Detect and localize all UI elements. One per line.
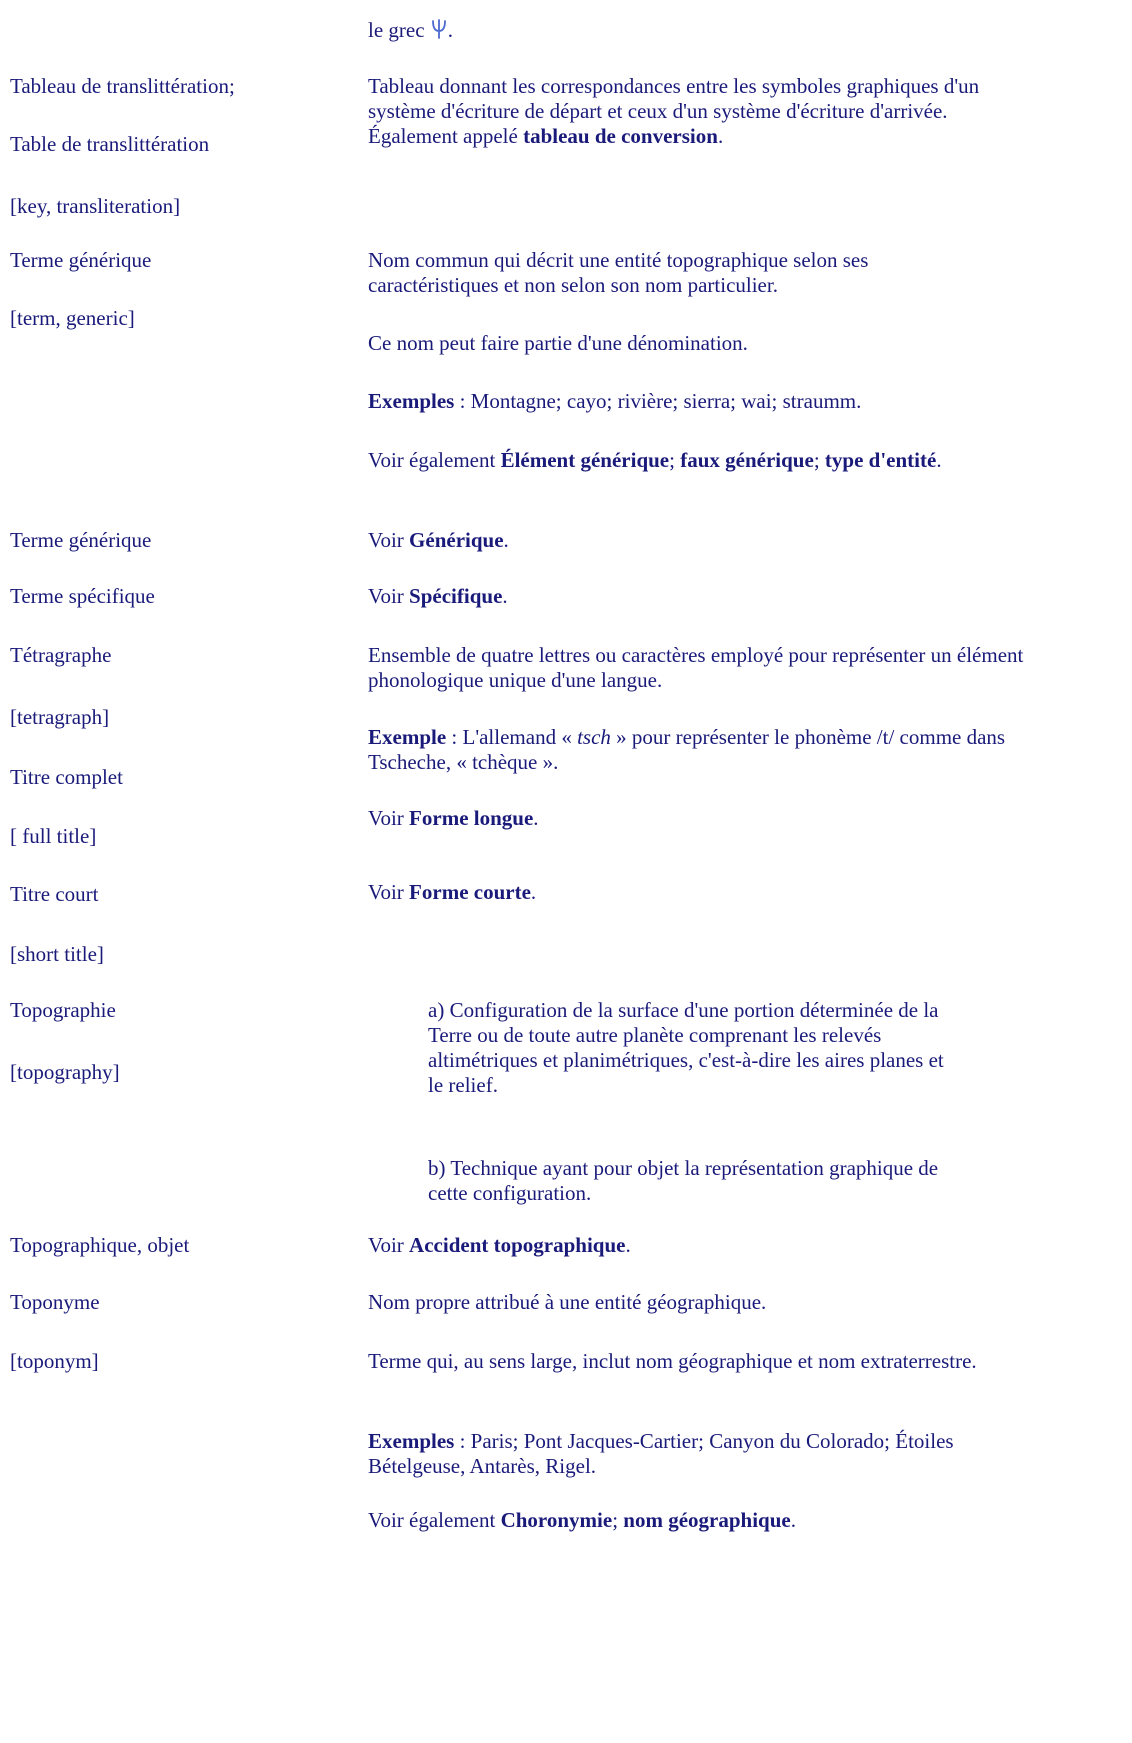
example: Exemple : L'allemand « tsch » pour représenter le phonème /t/ comme dans Tscheche, « tchèque ». — [368, 725, 1006, 774]
definition-a: a) Configuration de la surface d'une portion déterminée de la Terre ou de toute autre planète comprenant les relevés altimétriques et planimétriques, c'est-à-dire les aires planes et le relief. — [428, 998, 944, 1097]
term-label: Topographie — [10, 998, 116, 1022]
term-english: [tetragraph] — [10, 705, 110, 729]
term-label: Tétragraphe — [10, 643, 112, 667]
term-label: Terme générique — [10, 248, 152, 272]
term-english: [short title] — [10, 942, 104, 966]
intro-end: . — [447, 18, 454, 42]
definition-note: Terme qui, au sens large, inclut nom géographique et nom extraterrestre. — [368, 1349, 977, 1373]
term-label: Tableau de translittération; — [10, 74, 235, 98]
term-english: [term, generic] — [10, 306, 135, 330]
definition: Tableau donnant les correspondances entre les symboles graphiques d'un système d'écriture de départ et ceux d'un système d'écriture d'arrivée. Également appelé tableau de conversion. — [368, 74, 980, 148]
definition: Nom commun qui décrit une entité topographique selon ses caractéristiques et non selon son nom particulier. — [368, 248, 869, 297]
intro-line — [368, 18, 453, 43]
term-label: Terme générique — [10, 528, 152, 552]
see-reference: Voir Accident topographique. — [368, 1233, 631, 1257]
cross-reference: Accident topographique — [409, 1233, 626, 1257]
cross-reference: Spécifique — [409, 584, 503, 608]
examples: Exemples : Montagne; cayo; rivière; sierra; wai; straumm. — [368, 389, 862, 413]
see-also: Voir également Élément générique; faux générique; type d'entité. — [368, 448, 942, 472]
cross-reference: Élément générique — [500, 448, 670, 472]
intro-text: le grec — [368, 18, 430, 42]
examples: Exemples : Paris; Pont Jacques-Cartier; Canyon du Colorado; Étoiles Bételgeuse, Antarès, Rigel. — [368, 1429, 954, 1478]
cross-reference: tableau de conversion — [523, 124, 718, 148]
greek-psi-glyph-icon — [430, 19, 448, 39]
see-reference: Voir Spécifique. — [368, 584, 508, 608]
term-label: Toponyme — [10, 1290, 100, 1314]
see-also: Voir également Choronymie; nom géographique. — [368, 1508, 796, 1532]
cross-reference: Forme courte — [409, 880, 531, 904]
term-label: Topographique, objet — [10, 1233, 190, 1257]
definition: Ensemble de quatre lettres ou caractères employé pour représenter un élément phonologique unique d'une langue. — [368, 643, 1024, 692]
see-reference: Voir Forme longue. — [368, 806, 539, 830]
see-reference: Voir Générique. — [368, 528, 509, 552]
cross-reference: nom géographique — [623, 1508, 791, 1532]
term-english: [ full title] — [10, 824, 97, 848]
definition: Nom propre attribué à une entité géographique. — [368, 1290, 767, 1314]
see-reference: Voir Forme courte. — [368, 880, 537, 904]
term-label: Titre complet — [10, 765, 123, 789]
term-english: [key, transliteration] — [10, 194, 181, 218]
term-english: [topography] — [10, 1060, 120, 1084]
term-label: Titre court — [10, 882, 99, 906]
term-english: [toponym] — [10, 1349, 99, 1373]
cross-reference: type d'entité — [824, 448, 937, 472]
term-label: Terme spécifique — [10, 584, 155, 608]
cross-reference: Choronymie — [500, 1508, 613, 1532]
cross-reference: Forme longue — [409, 806, 534, 830]
cross-reference: Générique — [409, 528, 504, 552]
definition-note: Ce nom peut faire partie d'une dénomination. — [368, 331, 748, 355]
cross-reference: faux générique — [680, 448, 814, 472]
term-label: Table de translittération — [10, 132, 210, 156]
definition-b: b) Technique ayant pour objet la représentation graphique de cette configuration. — [428, 1156, 939, 1205]
